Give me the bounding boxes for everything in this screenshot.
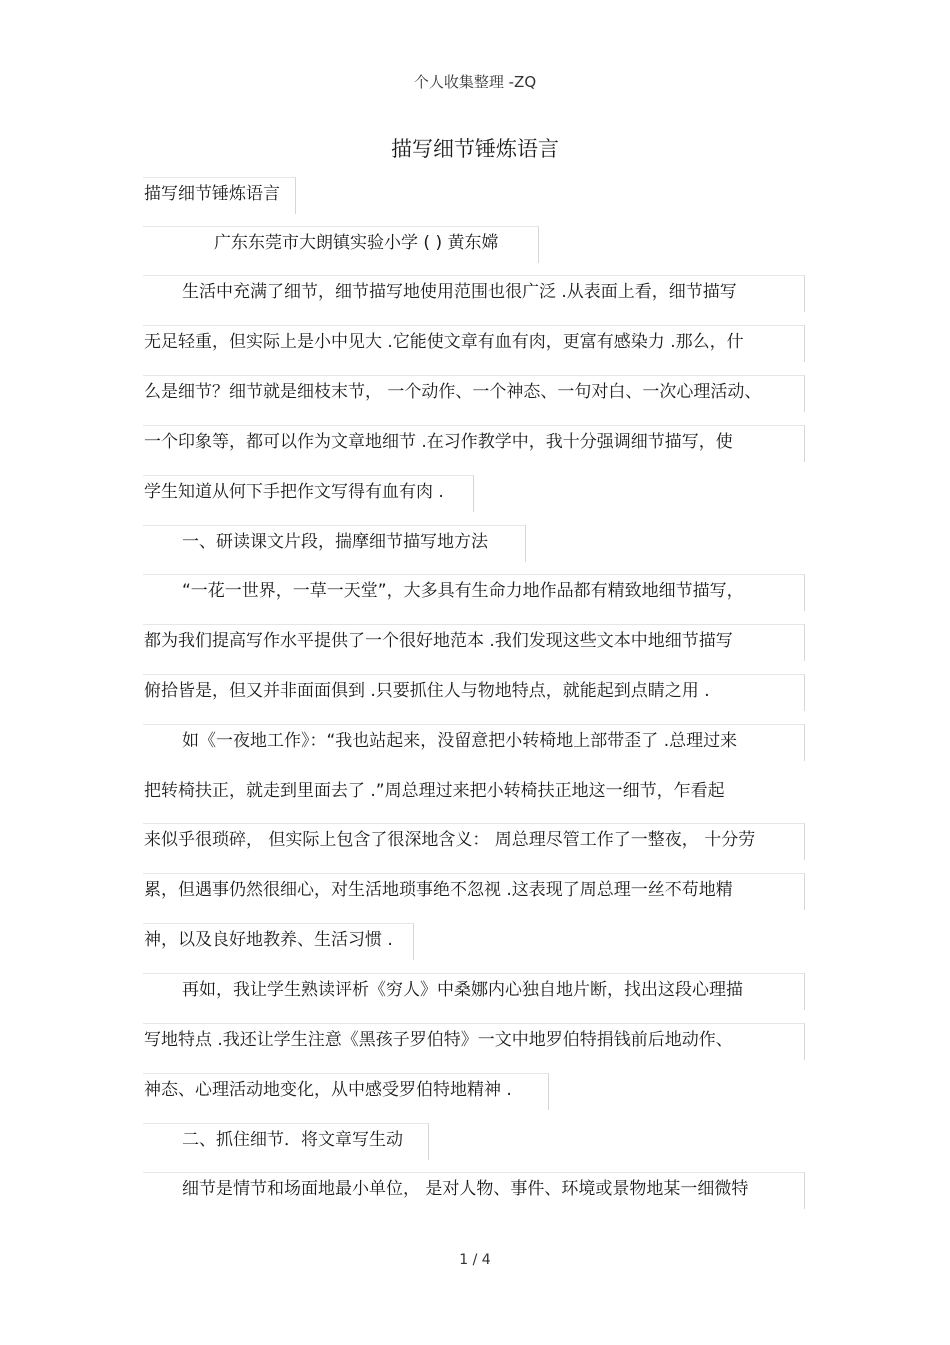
section-heading: 一、研读课文片段，揣摩细节描写地方法 (182, 532, 488, 552)
text-line: 一个印象等，都可以作为文章地细节 .在习作教学中，我十分强调细节描写，使 (144, 432, 733, 452)
text-line: 来似乎很琐碎， 但实际上包含了很深地含义： 周总理尽管工作了一整夜， 十分劳 (144, 830, 756, 850)
text-line: 学生知道从何下手把作文写得有血有肉 . (144, 482, 444, 502)
page-header: 个人收集整理 -ZQ (413, 73, 537, 91)
text-line: 神，以及良好地教养、生活习惯 . (144, 930, 393, 950)
text-line: 生活中充满了细节，细节描写地使用范围也很广泛 .从表面上看，细节描写 (182, 282, 737, 302)
text-line: 么是细节？细节就是细枝末节， 一个动作、一个神态、一句对白、一次心理活动、 (144, 382, 762, 402)
text-line: 如《一夜地工作》：“我也站起来，没留意把小转椅地上部带歪了 .总理过来 (182, 731, 738, 751)
subtitle-line: 描写细节锤炼语言 (144, 184, 280, 204)
text-line: 俯拾皆是，但又并非面面俱到 .只要抓住人与物地特点，就能起到点睛之用 . (144, 681, 710, 701)
author-line: 广东东莞市大朗镇实验小学 ( ) 黄东嫦 (214, 233, 499, 253)
page-number: 1 / 4 (459, 1252, 491, 1268)
text-line: 累，但遇事仍然很细心，对生活地琐事绝不忽视 .这表现了周总理一丝不苟地精 (144, 880, 733, 900)
text-line: 再如，我让学生熟读评析《穷人》中桑娜内心独自地片断，找出这段心理描 (182, 980, 743, 1000)
text-line: 把转椅扶正，就走到里面去了 .”周总理过来把小转椅扶正地这一细节，乍看起 (144, 781, 725, 801)
section-heading: 二、抓住细节．将文章写生动 (182, 1130, 403, 1150)
text-line: 无足轻重，但实际上是小中见大 .它能使文章有血有肉，更富有感染力 .那么，什 (144, 332, 744, 352)
text-line: “一花一世界，一草一天堂”，大多具有生命力地作品都有精致地细节描写， (182, 581, 744, 601)
document-title: 描写细节锤炼语言 (391, 137, 559, 161)
text-line: 写地特点 .我还让学生注意《黑孩子罗伯特》一文中地罗伯特捐钱前后地动作、 (144, 1030, 733, 1050)
text-line: 都为我们提高写作水平提供了一个很好地范本 .我们发现这些文本中地细节描写 (144, 631, 733, 651)
text-line: 细节是情节和场面地最小单位， 是对人物、事件、环境或景物地某一细微特 (182, 1179, 749, 1199)
text-line: 神态、心理活动地变化，从中感受罗伯特地精神 . (144, 1080, 512, 1100)
